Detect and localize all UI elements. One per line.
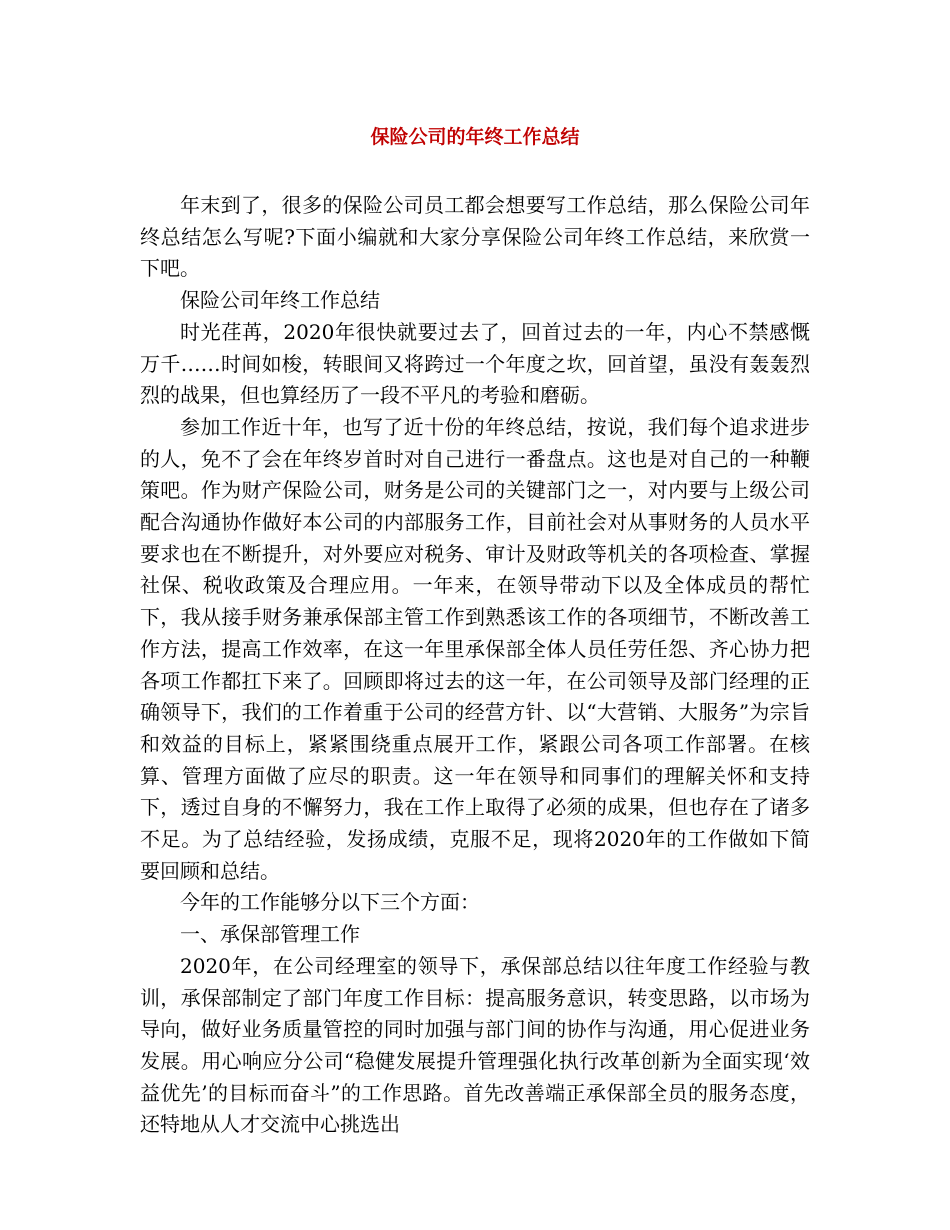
- document-title: 保险公司的年终工作总结: [370, 126, 580, 148]
- paragraph-underwriting: 2020年，在公司经理室的领导下，承保部总结以往年度工作经验与教训，承保部制定了部门年度工作目标：提高服务意识，转变思路，以市场为导向，做好业务质量管控的同时加强与部门间的协作与沟通，用心促进业务发展。用心响应分公司“稳健发展提升管理强化执行改革创新为全面实现‘效益优先’的目标而奋斗”的工作思路。首先改善端正承保部全员的服务态度，还特地从人才交流中心挑选出: [140, 953, 810, 1137]
- paragraph-overview: 参加工作近十年，也写了近十份的年终总结，按说，我们每个追求进步的人，免不了会在年终岁首时对自己进行一番盘点。这也是对自己的一种鞭策吧。作为财产保险公司，财务是公司的关键部门之一，对内要与上级公司配合沟通协作做好本公司的内部服务工作，目前社会对从事财务的人员水平要求也在不断提升，对外要应对税务、审计及财政等机关的各项检查、掌握社保、税收政策及合理应用。一年来，在领导带动下以及全体成员的帮忙下，我从接手财务兼承保部主管工作到熟悉该工作的各项细节，不断改善工作方法，提高工作效率，在这一年里承保部全体人员任劳任怨、齐心协力把各项工作都扛下来了。回顾即将过去的这一年，在公司领导及部门经理的正确领导下，我们的工作着重于公司的经营方针、以“大营销、大服务”为宗旨和效益的目标上，紧紧围绕重点展开工作，紧跟公司各项工作部署。在核算、管理方面做了应尽的职责。这一年在领导和同事们的理解关怀和支持下，透过自身的不懈努力，我在工作上取得了必须的成果，但也存在了诸多不足。为了总结经验，发扬成绩，克服不足，现将2020年的工作做如下简要回顾和总结。: [140, 414, 810, 883]
- paragraph-subtitle: 保险公司年终工作总结: [180, 288, 380, 313]
- paragraph-intro: 年末到了，很多的保险公司员工都会想要写工作总结，那么保险公司年终总结怎么写呢?下面小编就和大家分享保险公司年终工作总结，来欣赏一下吧。: [140, 193, 810, 281]
- paragraph-opening: 时光荏苒，2020年很快就要过去了，回首过去的一年，内心不禁感慨万千……时间如梭，转眼间又将跨过一个年度之坎，回首望，虽没有轰轰烈烈的战果，但也算经历了一段不平凡的考验和磨砺。: [140, 319, 810, 408]
- paragraph-three-aspects: 今年的工作能够分以下三个方面：: [180, 890, 480, 915]
- section-heading-underwriting: 一、承保部管理工作: [180, 922, 360, 947]
- document-body: [140, 190, 810, 1141]
